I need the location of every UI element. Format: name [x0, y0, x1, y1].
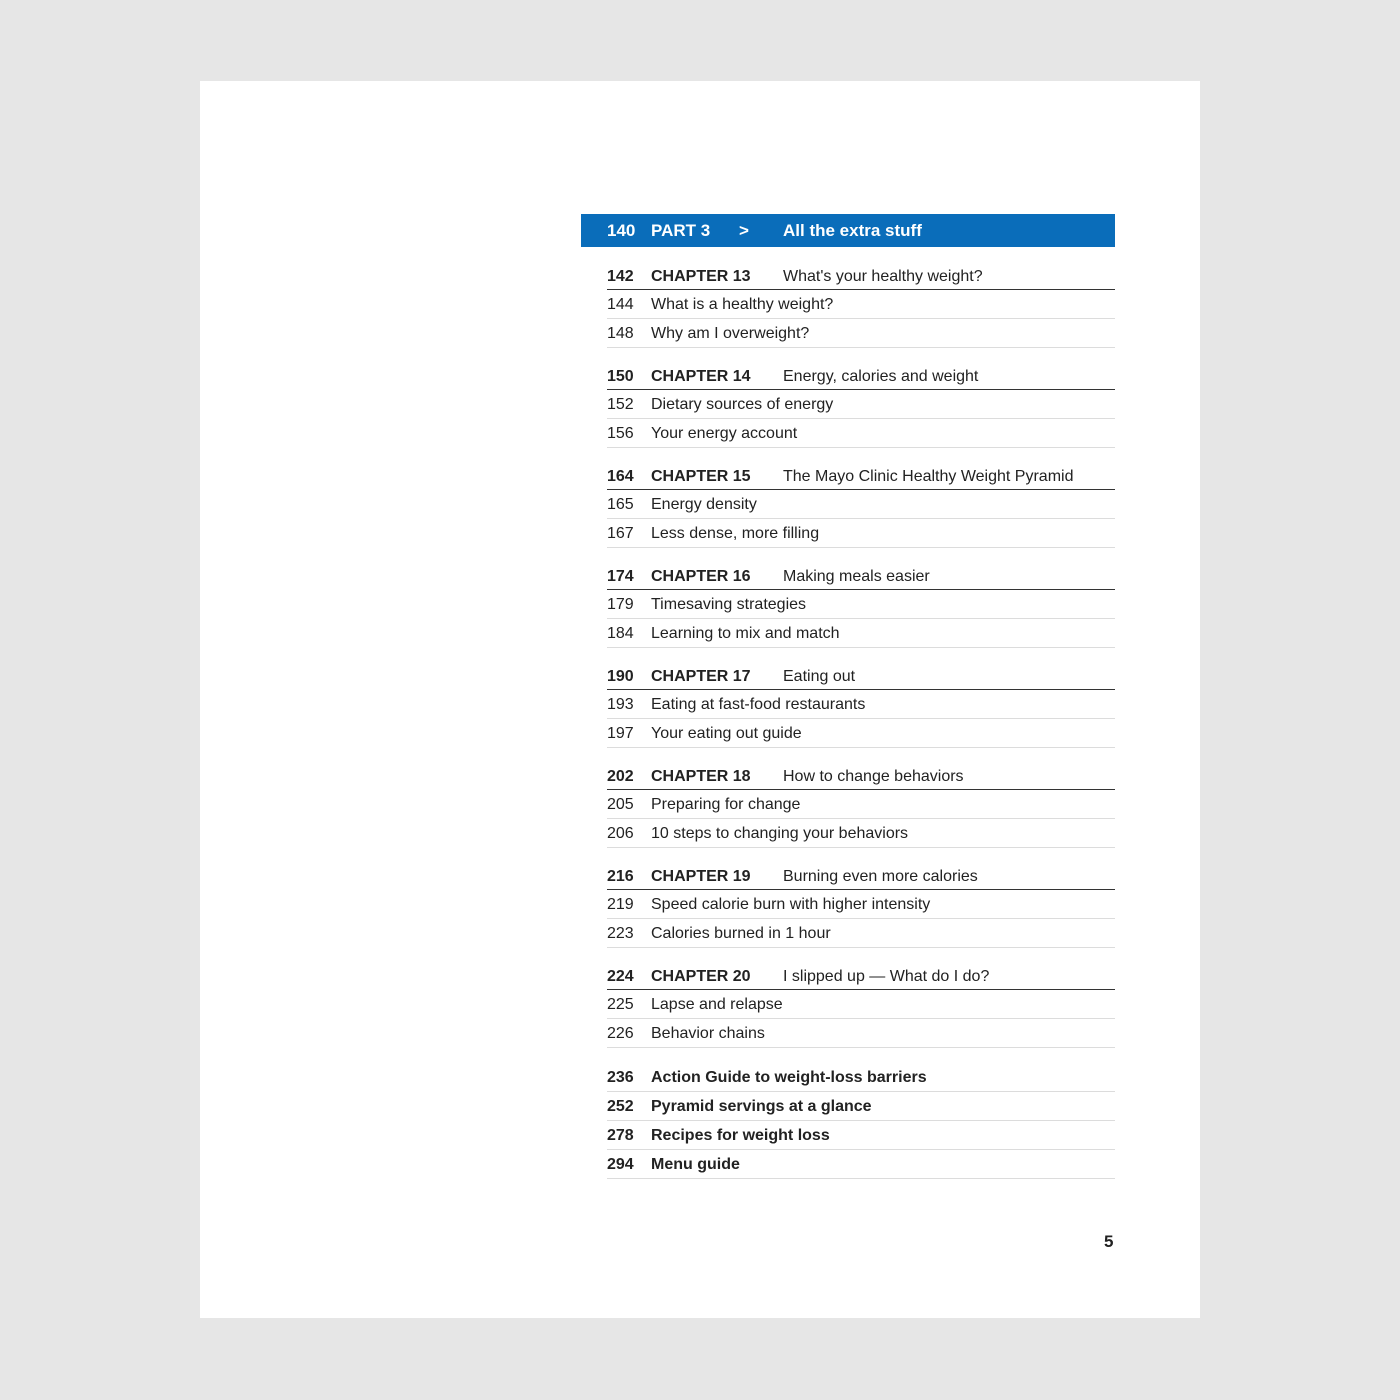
toc-entry[interactable]: [607, 719, 1115, 748]
appendix-entry[interactable]: [607, 1150, 1115, 1179]
chapter-title: Burning even more calories: [783, 868, 978, 885]
appendix-page: 294: [607, 1156, 634, 1173]
chapter-row[interactable]: [607, 363, 1115, 390]
entry-page: 156: [607, 425, 634, 442]
entry-title: Energy density: [651, 496, 757, 513]
appendix-entry[interactable]: [607, 1092, 1115, 1121]
chapter-page: 202: [607, 768, 634, 785]
chapter-row[interactable]: [607, 863, 1115, 890]
toc-entry[interactable]: [607, 390, 1115, 419]
chapter-page: 216: [607, 868, 634, 885]
chapter-title: How to change behaviors: [783, 768, 964, 785]
entry-title: Timesaving strategies: [651, 596, 807, 613]
chapter-page: 150: [607, 368, 634, 385]
chapter-page: 142: [607, 268, 634, 285]
entry-page: 225: [607, 996, 634, 1013]
part-arrow-icon: >: [739, 220, 749, 240]
entry-page: 165: [607, 496, 634, 513]
chapter-label: CHAPTER 18: [651, 768, 751, 785]
entry-title: Your eating out guide: [651, 725, 802, 742]
appendix-entry[interactable]: [607, 1121, 1115, 1150]
entry-title: Lapse and relapse: [651, 996, 783, 1013]
entry-page: 205: [607, 796, 634, 813]
book-page: [200, 81, 1200, 1318]
part-title: All the extra stuff: [783, 220, 922, 240]
appendix-title: Action Guide to weight-loss barriers: [651, 1069, 927, 1086]
chapter-label: CHAPTER 19: [651, 868, 751, 885]
toc-entry[interactable]: [607, 290, 1115, 319]
entry-page: 179: [607, 596, 634, 613]
chapter-page: 164: [607, 468, 634, 485]
toc-entry[interactable]: [607, 519, 1115, 548]
appendix-title: Recipes for weight loss: [651, 1127, 830, 1144]
part-header[interactable]: [581, 214, 1115, 247]
chapter-row[interactable]: [607, 763, 1115, 790]
appendix-title: Menu guide: [651, 1156, 740, 1173]
chapter-title: What's your healthy weight?: [783, 268, 983, 285]
chapter-section: [581, 863, 1115, 948]
entry-page: 193: [607, 696, 634, 713]
entry-page: 226: [607, 1025, 634, 1042]
chapter-page: 224: [607, 968, 634, 985]
appendix-page: 236: [607, 1069, 634, 1086]
chapter-label: CHAPTER 13: [651, 268, 751, 285]
chapter-title: I slipped up — What do I do?: [783, 968, 990, 985]
part-label: PART 3: [651, 220, 711, 240]
entry-page: 197: [607, 725, 634, 742]
chapter-title: Eating out: [783, 668, 856, 685]
entry-page: 144: [607, 296, 634, 313]
entry-title: Behavior chains: [651, 1025, 765, 1042]
toc-entry[interactable]: [607, 319, 1115, 348]
entry-title: Dietary sources of energy: [651, 396, 834, 413]
chapter-row[interactable]: [607, 263, 1115, 290]
entry-title: Eating at fast-food restaurants: [651, 696, 866, 713]
toc-entry[interactable]: [607, 1019, 1115, 1048]
entry-page: 219: [607, 896, 634, 913]
toc-entry[interactable]: [607, 890, 1115, 919]
chapter-section: [581, 463, 1115, 548]
entry-title: Why am I overweight?: [651, 325, 810, 342]
entry-page: 152: [607, 396, 634, 413]
table-of-contents: [581, 214, 1115, 1179]
chapter-section: [581, 763, 1115, 848]
entry-page: 223: [607, 925, 634, 942]
appendix-title: Pyramid servings at a glance: [651, 1098, 872, 1115]
chapter-row[interactable]: [607, 563, 1115, 590]
toc-entry[interactable]: [607, 790, 1115, 819]
entry-title: Learning to mix and match: [651, 625, 840, 642]
entry-title: Less dense, more filling: [651, 525, 820, 542]
entry-title: Calories burned in 1 hour: [651, 925, 831, 942]
chapter-title: The Mayo Clinic Healthy Weight Pyramid: [783, 468, 1074, 485]
part-page: 140: [607, 220, 636, 240]
chapter-label: CHAPTER 20: [651, 968, 751, 985]
page-number: 5: [1104, 1232, 1114, 1251]
toc-entry[interactable]: [607, 419, 1115, 448]
entry-page: 206: [607, 825, 634, 842]
toc-entry[interactable]: [607, 919, 1115, 948]
chapter-label: CHAPTER 17: [651, 668, 751, 685]
toc-entry[interactable]: [607, 590, 1115, 619]
chapter-section: [581, 263, 1115, 348]
chapter-title: Energy, calories and weight: [783, 368, 979, 385]
chapter-label: CHAPTER 16: [651, 568, 751, 585]
chapter-section: [581, 663, 1115, 748]
appendix-entry[interactable]: [607, 1063, 1115, 1092]
toc-entry[interactable]: [607, 990, 1115, 1019]
entry-page: 148: [607, 325, 634, 342]
chapter-page: 190: [607, 668, 634, 685]
chapter-section: [581, 963, 1115, 1048]
entry-page: 184: [607, 625, 634, 642]
chapter-section: [581, 363, 1115, 448]
entry-title: 10 steps to changing your behaviors: [651, 825, 909, 842]
toc-entry[interactable]: [607, 819, 1115, 848]
chapter-section: [581, 563, 1115, 648]
entry-title: Speed calorie burn with higher intensity: [651, 896, 931, 913]
appendix-page: 278: [607, 1127, 634, 1144]
chapter-page: 174: [607, 568, 634, 585]
toc-entry[interactable]: [607, 690, 1115, 719]
entry-title: Preparing for change: [651, 796, 801, 813]
entry-title: What is a healthy weight?: [651, 296, 834, 313]
chapter-label: CHAPTER 14: [651, 368, 751, 385]
appendix-page: 252: [607, 1098, 634, 1115]
appendix-section: [581, 1063, 1115, 1179]
entry-title: Your energy account: [651, 425, 798, 442]
chapter-row[interactable]: [607, 463, 1115, 490]
toc-entry[interactable]: [607, 619, 1115, 648]
toc-entry[interactable]: [607, 490, 1115, 519]
chapter-label: CHAPTER 15: [651, 468, 751, 485]
chapter-title: Making meals easier: [783, 568, 930, 585]
entry-page: 167: [607, 525, 634, 542]
chapter-row[interactable]: [607, 663, 1115, 690]
chapter-row[interactable]: [607, 963, 1115, 990]
